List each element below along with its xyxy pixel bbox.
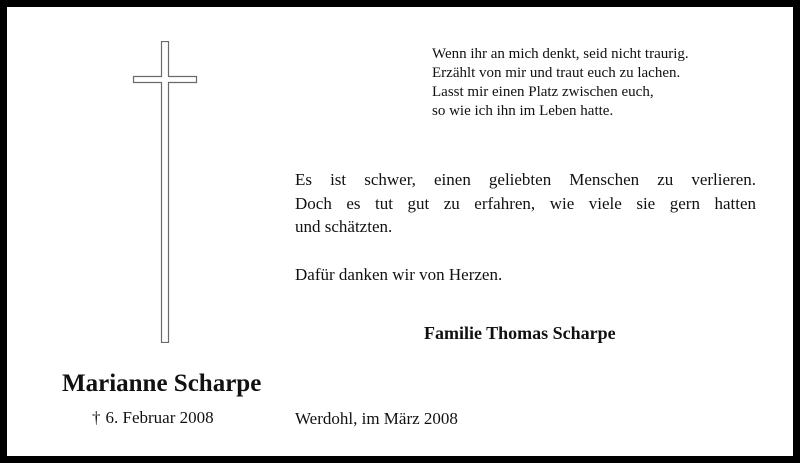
family-signature: Familie Thomas Scharpe bbox=[424, 323, 616, 343]
poem-line: so wie ich ihn im Leben hatte. bbox=[432, 103, 614, 119]
cross-icon bbox=[132, 41, 198, 343]
condolence-message bbox=[295, 168, 756, 239]
message-line: Doch es tut gut zu erfahren, wie viele sie gern hatten bbox=[295, 193, 756, 213]
poem-line: Wenn ihr an mich denkt, seid nicht traurig. bbox=[432, 46, 689, 62]
deceased-name: Marianne Scharpe bbox=[62, 370, 262, 397]
poem-line: Erzählt von mir und traut euch zu lachen. bbox=[432, 65, 681, 81]
thanks-line: Dafür danken wir von Herzen. bbox=[295, 265, 503, 284]
message-line: Es ist schwer, einen geliebten Menschen zu verlieren. bbox=[295, 170, 756, 189]
message-line: und schätzten. bbox=[295, 217, 393, 236]
place-date: Werdohl, im März 2008 bbox=[295, 409, 458, 428]
poem-line: Lasst mir einen Platz zwischen euch, bbox=[432, 84, 654, 100]
death-date-line bbox=[92, 406, 214, 429]
death-date: 6. Februar 2008 bbox=[105, 408, 214, 427]
dagger-icon: † bbox=[92, 408, 101, 427]
poem bbox=[432, 45, 782, 121]
